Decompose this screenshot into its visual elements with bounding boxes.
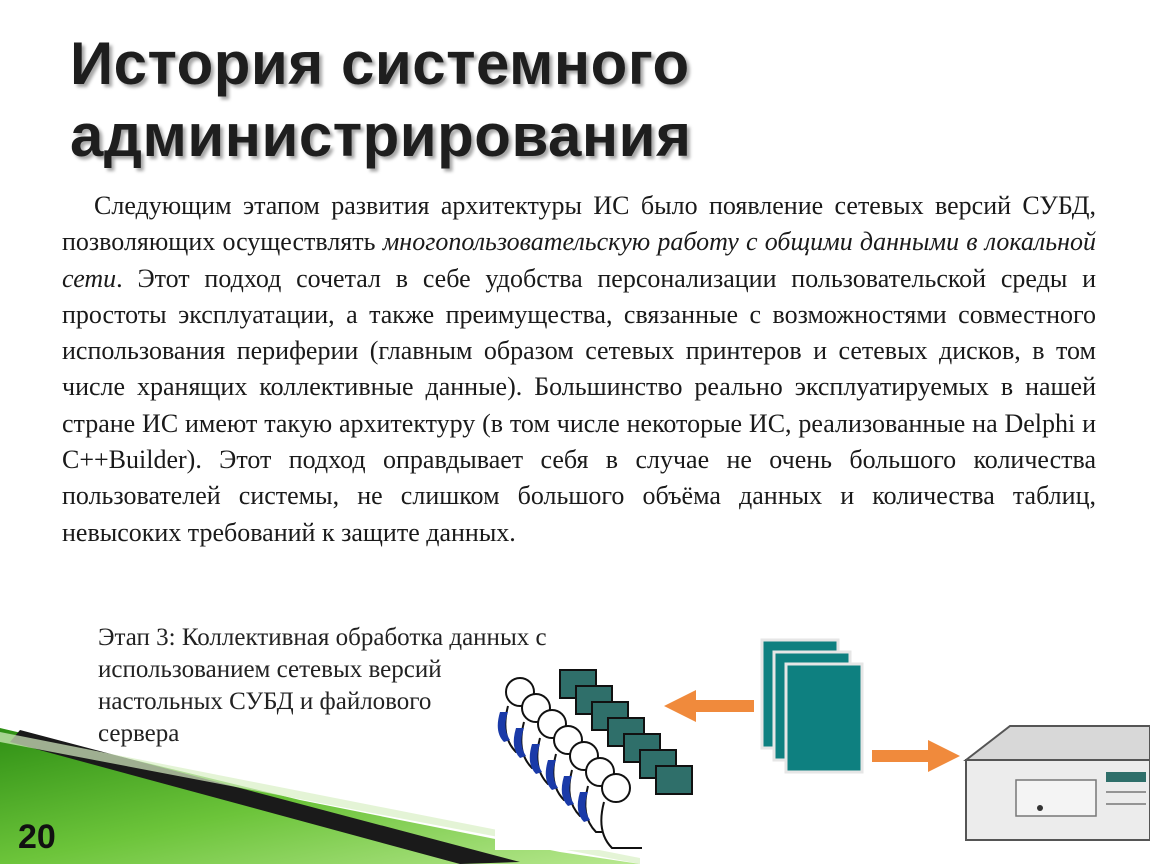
workstation-users-icon bbox=[495, 660, 710, 850]
caption-line-3: настольных СУБД и файлового bbox=[98, 688, 432, 715]
caption-line-2: использованием сетевых версий bbox=[98, 656, 442, 683]
slide-number: 20 bbox=[18, 818, 56, 856]
page-title: История системного администрирования bbox=[70, 30, 692, 169]
arrow-right-icon bbox=[872, 740, 960, 772]
file-server-icon bbox=[966, 726, 1150, 840]
caption-line-4: сервера bbox=[98, 720, 180, 747]
database-files-icon bbox=[762, 640, 862, 772]
caption-line-1: Этап 3: Коллективная обработка данных с bbox=[98, 624, 547, 651]
paragraph-part-2: . Этот подход сочетал в себе удобства персонализации пользовательской среды и простоты эксплуатации, а также преимущества, связанные с возможностями совместного использования периферии (главным образом сетевых принтеров и сетевых дисков, в том числе хранящих коллективные данные). Большинство реально эксплуатируемых в нашей стране ИС имеют такую архитектуру (в том числе некоторые ИС, реализованные на Delphi и C++Builder). Этот подход оправдывает себя в случае не очень большого количества пользователей системы, не слишком большого объёма данных и количества таблиц, невысоких требований к защите данных. bbox=[62, 263, 1096, 547]
paragraph-emphasis: многопользовательскую работу с общими данными в локальной сети bbox=[62, 227, 1097, 293]
paragraph-part-1: Следующим этапом развития архитектуры ИС было появление сетевых версий СУБД, позволяющих осуществлять bbox=[62, 191, 1096, 257]
